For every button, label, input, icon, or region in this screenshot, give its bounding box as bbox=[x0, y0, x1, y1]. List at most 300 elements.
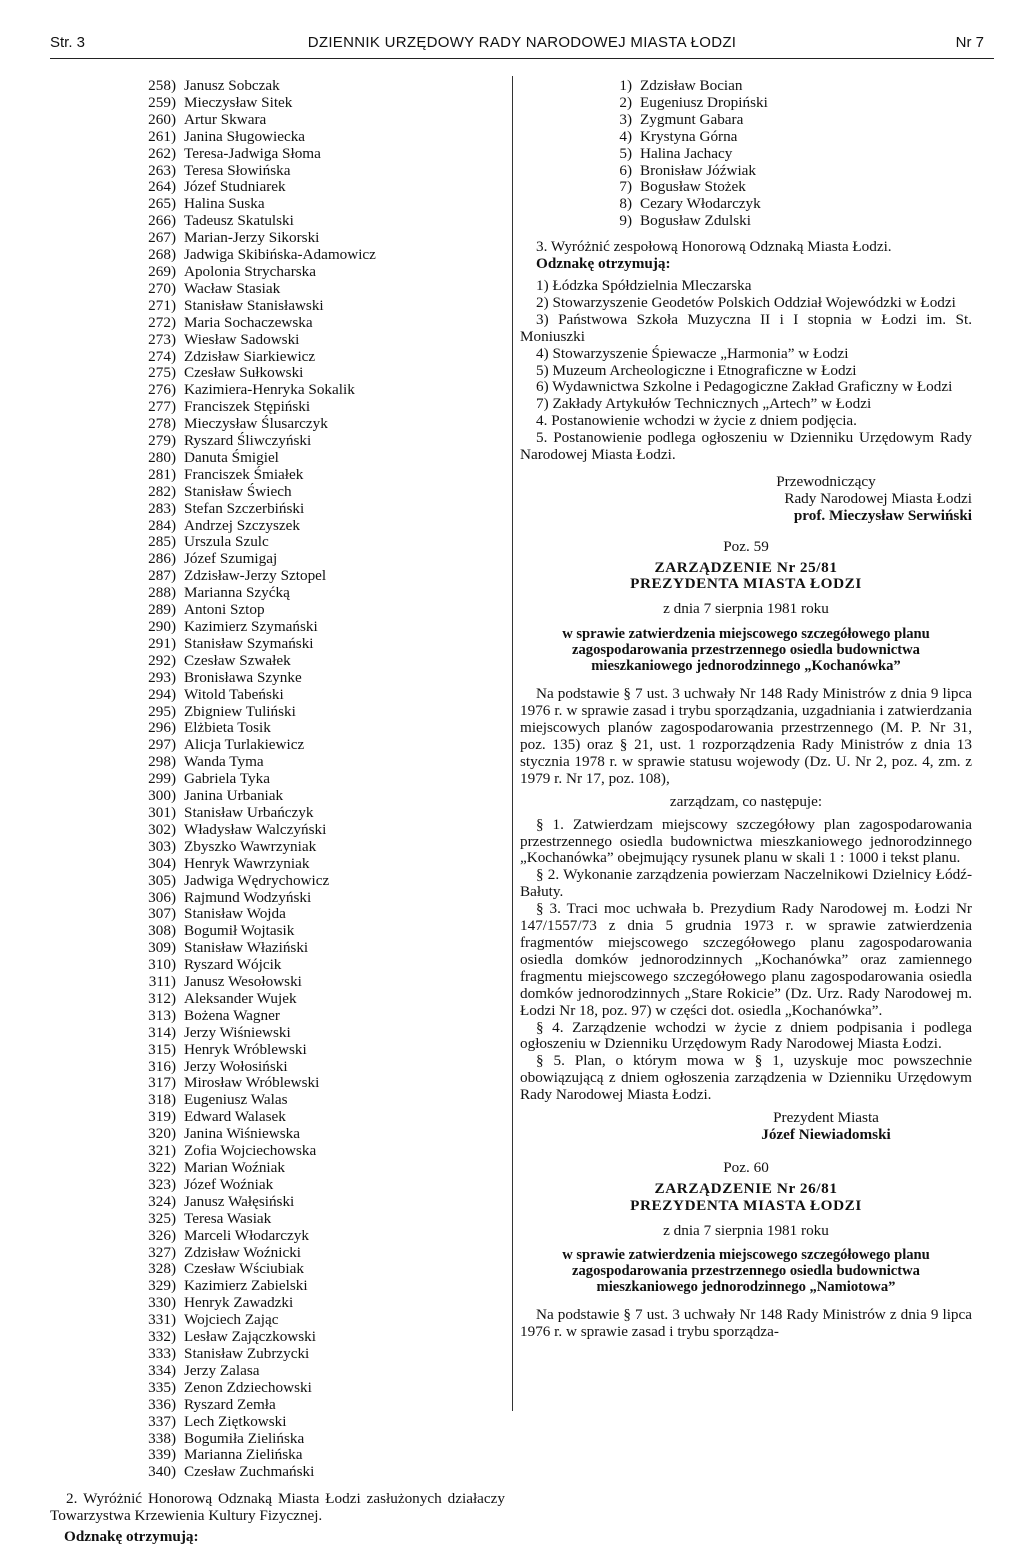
list-item bbox=[142, 568, 505, 585]
list-item-number: 335) bbox=[148, 1378, 176, 1396]
list-item bbox=[142, 1329, 505, 1346]
list-item-name: Danuta Śmigiel bbox=[184, 448, 279, 466]
list-item-name: Wojciech Zając bbox=[184, 1311, 279, 1329]
list-item-number: 334) bbox=[148, 1361, 176, 1379]
list-item bbox=[142, 737, 505, 754]
list-item-number: 288) bbox=[148, 584, 176, 602]
signature-1-role: Przewodniczący bbox=[776, 472, 876, 490]
list-item-name: Janusz Sobczak bbox=[184, 77, 280, 94]
list-item-number: 331) bbox=[148, 1311, 176, 1329]
column-divider bbox=[512, 76, 513, 1411]
list-item bbox=[142, 822, 505, 839]
list-item bbox=[142, 856, 505, 873]
list-item-number: 4) bbox=[619, 127, 632, 145]
right-column bbox=[520, 78, 972, 1341]
list-item-name: Eugeniusz Dropiński bbox=[640, 93, 768, 111]
list-item-number: 301) bbox=[148, 803, 176, 821]
list-item-number: 338) bbox=[148, 1429, 176, 1447]
list-item-name: Zdzisław Woźnicki bbox=[184, 1243, 302, 1261]
list-item bbox=[142, 213, 505, 230]
list-item-name: Jadwiga Wędrychowicz bbox=[184, 871, 330, 889]
list-item-name: Marian Woźniak bbox=[184, 1159, 285, 1176]
list-item bbox=[142, 957, 505, 974]
list-item-number: 321) bbox=[148, 1142, 176, 1160]
list-item bbox=[142, 416, 505, 433]
list-item-number: 264) bbox=[148, 178, 176, 196]
list-item bbox=[142, 196, 505, 213]
list-item bbox=[142, 1126, 505, 1143]
institution-item: 5) Muzeum Archeologiczne i Etnograficzne w Łodzi bbox=[536, 361, 857, 379]
list-item-name: Apolonia Strycharska bbox=[184, 262, 317, 280]
list-item bbox=[612, 163, 972, 180]
list-item-number: 267) bbox=[148, 229, 176, 247]
list-item-name: Stefan Szczerbiński bbox=[184, 499, 305, 517]
list-item-number: 266) bbox=[148, 212, 176, 230]
list-item-name: Józef Studniarek bbox=[184, 178, 286, 196]
list-item-name: Alicja Turlakiewicz bbox=[184, 736, 305, 754]
list-item-name: Bogusław Zdulski bbox=[640, 212, 751, 230]
poz-59: Poz. 59 bbox=[723, 537, 769, 555]
z59-president: PREZYDENTA MIASTA ŁODZI bbox=[630, 575, 862, 593]
list-item bbox=[142, 653, 505, 670]
institution-item: 4) Stowarzyszenie Śpiewacze „Harmonia” w Łodzi bbox=[536, 344, 849, 362]
list-item-number: 290) bbox=[148, 618, 176, 635]
z59-title: ZARZĄDZENIE Nr 25/81 bbox=[654, 558, 838, 576]
list-item bbox=[142, 1042, 505, 1059]
z59-date: z dnia 7 sierpnia 1981 roku bbox=[663, 600, 829, 618]
list-item-name: Stanisław Świech bbox=[184, 482, 292, 500]
list-item-number: 310) bbox=[148, 956, 176, 974]
list-item-number: 311) bbox=[148, 973, 176, 991]
list-item bbox=[142, 281, 505, 298]
z60-date: z dnia 7 sierpnia 1981 roku bbox=[663, 1221, 829, 1239]
list-item bbox=[142, 1160, 505, 1177]
list-item bbox=[142, 365, 505, 382]
signature-1-council: Rady Narodowej Miasta Łodzi bbox=[784, 489, 972, 507]
list-item bbox=[142, 1312, 505, 1329]
list-item-name: Tadeusz Skatulski bbox=[184, 212, 294, 230]
list-item-name: Eugeniusz Walas bbox=[184, 1091, 288, 1109]
list-item bbox=[142, 332, 505, 349]
list-item-number: 296) bbox=[148, 719, 176, 737]
list-item-name: Zdzisław Siarkiewicz bbox=[184, 347, 316, 365]
list-item-number: 336) bbox=[148, 1395, 176, 1413]
list-item-name: Bronisława Szynke bbox=[184, 668, 302, 686]
list-item-number: 327) bbox=[148, 1243, 176, 1261]
list-item-name: Witold Tabeński bbox=[184, 685, 284, 703]
list-item-number: 278) bbox=[148, 415, 176, 433]
list-item-name: Czesław Szwałek bbox=[184, 651, 291, 669]
list-item-number: 5) bbox=[619, 144, 632, 162]
list-item-number: 318) bbox=[148, 1091, 176, 1109]
list-item-name: Zdzisław-Jerzy Sztopel bbox=[184, 567, 327, 585]
list-item bbox=[142, 230, 505, 247]
list-item-number: 276) bbox=[148, 381, 176, 399]
list-item-name: Henryk Wróblewski bbox=[184, 1040, 307, 1058]
list-item-name: Zdzisław Bocian bbox=[640, 77, 743, 94]
list-item-number: 319) bbox=[148, 1108, 176, 1126]
list-item-name: Janina Sługowiecka bbox=[184, 127, 306, 145]
z59-par-2: § 2. Wykonanie zarządzenia powierzam Naczelnikowi Dzielnicy Łódź-Bałuty. bbox=[520, 866, 972, 901]
list-item-name: Marianna Zielińska bbox=[184, 1446, 303, 1464]
list-item-number: 294) bbox=[148, 685, 176, 703]
list-item-name: Bogumił Wojtasik bbox=[184, 922, 295, 940]
list-item-number: 330) bbox=[148, 1294, 176, 1312]
point-5: 5. Postanowienie podlega ogłoszeniu w Dzienniku Urzędowym Rady Narodowej Miasta Łodzi. bbox=[520, 429, 972, 464]
list-item-number: 333) bbox=[148, 1344, 176, 1362]
list-item-number: 313) bbox=[148, 1006, 176, 1024]
list-item-name: Czesław Zuchmański bbox=[184, 1463, 315, 1481]
list-item bbox=[142, 687, 505, 704]
z59-par-3: § 3. Traci moc uchwała b. Prezydium Rady Narodowej m. Łodzi Nr 147/1557/73 z dnia 5 grudnia 1973 r. w sprawie zatwierdzenia fragmentów miejscowego szczegółowego planu zagospodarowania osiedla domków jednorodzinnych „Kochanówka” oraz zamiennego fragmentu miejscowego szczegółowego planu zagospodarowania osiedla domków jednorodzinnych „Stare Rokicie” (Dz. Urz. Rady Narodowej m. Łodzi Nr 18, poz. 97) w części dot. osiedla „Kochanówka”. bbox=[520, 900, 972, 1019]
point-2: 2. Wyróżnić Honorową Odznaką Miasta Łodzi zasłużonych działaczy Towarzystwa Krzewienia Kultury Fizycznej. bbox=[50, 1490, 505, 1525]
list-item-name: Władysław Walczyński bbox=[184, 820, 327, 838]
list-item-number: 291) bbox=[148, 634, 176, 652]
list-item-name: Stanisław Urbańczyk bbox=[184, 803, 314, 821]
list-item bbox=[612, 213, 972, 230]
list-item bbox=[142, 991, 505, 1008]
list-item bbox=[142, 264, 505, 281]
list-item-name: Ryszard Śliwczyński bbox=[184, 432, 312, 450]
list-item-name: Marianna Szyćką bbox=[184, 584, 290, 602]
list-item-name: Zbigniew Tuliński bbox=[184, 702, 296, 720]
list-item-number: 307) bbox=[148, 905, 176, 923]
list-item-number: 309) bbox=[148, 939, 176, 957]
list-item bbox=[612, 129, 972, 146]
list-item bbox=[142, 247, 505, 264]
list-item bbox=[612, 146, 972, 163]
issue-number: Nr 7 bbox=[955, 34, 984, 51]
list-item-number: 308) bbox=[148, 922, 176, 940]
list-item bbox=[142, 467, 505, 484]
list-item-number: 322) bbox=[148, 1159, 176, 1176]
list-item bbox=[612, 78, 972, 95]
list-item bbox=[142, 704, 505, 721]
list-item bbox=[142, 433, 505, 450]
list-item-number: 298) bbox=[148, 753, 176, 771]
list-item-number: 9) bbox=[619, 212, 632, 230]
list-item-name: Kazimierz Szymański bbox=[184, 618, 318, 635]
list-item-number: 317) bbox=[148, 1074, 176, 1092]
list-item-number: 281) bbox=[148, 465, 176, 483]
list-item-number: 302) bbox=[148, 820, 176, 838]
z59-subject: w sprawie zatwierdzenia miejscowego szczegółowego planu zagospodarowania przestrzennego osiedla budownictwa mieszkaniowego jednorodzinnego „Kochanówka” bbox=[562, 626, 930, 675]
list-item-name: Zenon Zdziechowski bbox=[184, 1378, 312, 1396]
list-item-name: Franciszek Śmiałek bbox=[184, 465, 304, 483]
list-item-name: Lech Ziętkowski bbox=[184, 1412, 287, 1430]
list-item bbox=[142, 450, 505, 467]
list-item-name: Stanisław Szymański bbox=[184, 634, 314, 652]
list-item-name: Janusz Wesołowski bbox=[184, 973, 302, 991]
z60-basis: Na podstawie § 7 ust. 3 uchwały Nr 148 Rady Ministrów z dnia 9 lipca 1976 r. w sprawie zasad i trybu sporządza- bbox=[520, 1306, 972, 1341]
list-item-number: 312) bbox=[148, 989, 176, 1007]
list-item-name: Antoni Sztop bbox=[184, 601, 265, 619]
list-item-number: 268) bbox=[148, 246, 176, 264]
z59-decree: zarządzam, co następuje: bbox=[669, 792, 823, 810]
list-item bbox=[142, 1194, 505, 1211]
page-number: Str. 3 bbox=[50, 34, 86, 51]
list-item-name: Wanda Tyma bbox=[184, 753, 264, 771]
list-item-name: Krystyna Górna bbox=[640, 127, 738, 145]
list-item bbox=[142, 974, 505, 991]
list-item-name: Zofia Wojciechowska bbox=[184, 1142, 317, 1160]
list-item-number: 2) bbox=[619, 93, 632, 111]
odznake-label-left: Odznakę otrzymują: bbox=[64, 1528, 199, 1546]
institution-item: 2) Stowarzyszenie Geodetów Polskich Oddział Wojewódzki w Łodzi bbox=[536, 293, 956, 311]
list-item bbox=[142, 399, 505, 416]
list-item bbox=[142, 315, 505, 332]
list-item-name: Stanisław Zubrzycki bbox=[184, 1344, 310, 1362]
list-item-name: Stanisław Stanisławski bbox=[184, 296, 324, 314]
list-item bbox=[142, 78, 505, 95]
list-item-number: 273) bbox=[148, 330, 176, 348]
list-item-number: 3) bbox=[619, 110, 632, 128]
list-item bbox=[142, 1397, 505, 1414]
left-column bbox=[50, 78, 505, 1546]
list-item bbox=[142, 129, 505, 146]
list-item-number: 279) bbox=[148, 432, 176, 450]
list-item bbox=[142, 1447, 505, 1464]
list-item bbox=[142, 1431, 505, 1448]
list-item-number: 329) bbox=[148, 1277, 176, 1295]
list-item bbox=[142, 940, 505, 957]
list-item bbox=[142, 1075, 505, 1092]
list-item bbox=[142, 1261, 505, 1278]
list-item-number: 280) bbox=[148, 448, 176, 466]
list-item-name: Halina Suska bbox=[184, 195, 265, 213]
list-item bbox=[142, 906, 505, 923]
list-item bbox=[142, 839, 505, 856]
list-item-name: Bronisław Jóźwiak bbox=[640, 161, 756, 179]
list-item-number: 8) bbox=[619, 195, 632, 213]
list-item bbox=[142, 1414, 505, 1431]
list-item bbox=[142, 602, 505, 619]
list-item bbox=[612, 179, 972, 196]
point-3: 3. Wyróżnić zespołową Honorową Odznaką Miasta Łodzi. bbox=[536, 238, 892, 256]
list-item-number: 282) bbox=[148, 482, 176, 500]
list-item-name: Teresa Wasiak bbox=[184, 1209, 272, 1227]
list-item-name: Henryk Zawadzki bbox=[184, 1294, 294, 1312]
list-item-number: 274) bbox=[148, 347, 176, 365]
list-item-number: 283) bbox=[148, 499, 176, 517]
list-item-name: Urszula Szulc bbox=[184, 533, 269, 551]
list-item bbox=[142, 1109, 505, 1126]
list-item-number: 258) bbox=[148, 77, 176, 94]
institution-item: 7) Zakłady Artykułów Technicznych „Artech” w Łodzi bbox=[536, 395, 872, 413]
list-item-number: 324) bbox=[148, 1192, 176, 1210]
list-item-name: Mieczysław Sitek bbox=[184, 93, 293, 111]
list-item-number: 315) bbox=[148, 1040, 176, 1058]
list-item-name: Józef Woźniak bbox=[184, 1175, 274, 1193]
list-item-name: Józef Szumigaj bbox=[184, 550, 278, 568]
list-item bbox=[142, 1092, 505, 1109]
list-item-number: 269) bbox=[148, 262, 176, 280]
list-item-name: Kazimierz Zabielski bbox=[184, 1277, 308, 1295]
list-item bbox=[142, 163, 505, 180]
list-item bbox=[142, 1363, 505, 1380]
awardee-list bbox=[50, 78, 505, 1481]
list-item-name: Janina Wiśniewska bbox=[184, 1125, 300, 1143]
list-item-name: Stanisław Wojda bbox=[184, 905, 286, 923]
list-item-number: 286) bbox=[148, 550, 176, 568]
list-item-name: Gabriela Tyka bbox=[184, 770, 270, 788]
list-item-number: 295) bbox=[148, 702, 176, 720]
list-item bbox=[142, 1143, 505, 1160]
list-item bbox=[142, 1295, 505, 1312]
institution-item: 6) Wydawnictwa Szkolne i Pedagogiczne Zakład Graficzny w Łodzi bbox=[536, 378, 953, 396]
list-item-number: 261) bbox=[148, 127, 176, 145]
list-item-number: 316) bbox=[148, 1057, 176, 1075]
list-item bbox=[142, 298, 505, 315]
z60-title: ZARZĄDZENIE Nr 26/81 bbox=[654, 1179, 838, 1197]
list-item-name: Aleksander Wujek bbox=[184, 989, 297, 1007]
z59-basis: Na podstawie § 7 ust. 3 uchwały Nr 148 Rady Ministrów z dnia 9 lipca 1976 r. w sprawie zasad i trybu sporządzania, uzgadniania i zatwierdzania miejscowych planów zagospodarowania przestrzennego (M. P. Nr 31, poz. 135) oraz § 21, ust. 1 rozporządzenia Rady Ministrów z dnia 13 stycznia 1978 r. w sprawie statusu wojewody (Dz. U. Nr 2, poz. 4, zm. z 1979 r. Nr 17, poz. 108), bbox=[520, 685, 972, 787]
list-item bbox=[142, 146, 505, 163]
list-item-number: 337) bbox=[148, 1412, 176, 1430]
list-item bbox=[142, 788, 505, 805]
list-item-number: 326) bbox=[148, 1226, 176, 1244]
list-item-number: 277) bbox=[148, 398, 176, 416]
list-item bbox=[142, 179, 505, 196]
institution-item: 1) Łódzka Spółdzielnia Mleczarska bbox=[536, 276, 752, 294]
list-item-name: Czesław Sułkowski bbox=[184, 364, 304, 382]
signature-2-name: Józef Niewiadomski bbox=[761, 1125, 891, 1143]
list-item-number: 284) bbox=[148, 516, 176, 534]
list-item-name: Bogusław Stożek bbox=[640, 178, 746, 196]
institution-item: 3) Państwowa Szkoła Muzyczna II i I stopnia w Łodzi im. St. Moniuszki bbox=[520, 310, 972, 345]
list-item bbox=[142, 1464, 505, 1481]
list-item-name: Stanisław Właziński bbox=[184, 939, 309, 957]
list-item bbox=[142, 754, 505, 771]
signature-1-name: prof. Mieczysław Serwiński bbox=[793, 506, 972, 524]
list-item-name: Bożena Wagner bbox=[184, 1006, 280, 1024]
list-item-number: 263) bbox=[148, 161, 176, 179]
point-4: 4. Postanowienie wchodzi w życie z dniem podjęcia. bbox=[536, 412, 857, 430]
list-item-number: 299) bbox=[148, 770, 176, 788]
z59-par-4: § 4. Zarządzenie wchodzi w życie z dniem podpisania i podlega ogłoszeniu w Dzienniku Urzędowym Rady Narodowej Miasta Łodzi. bbox=[520, 1018, 972, 1053]
list-item-name: Jadwiga Skibińska-Adamowicz bbox=[184, 246, 376, 264]
list-item bbox=[142, 1278, 505, 1295]
list-item-number: 323) bbox=[148, 1175, 176, 1193]
list-item-number: 275) bbox=[148, 364, 176, 382]
z60-subject: w sprawie zatwierdzenia miejscowego szczegółowego planu zagospodarowania przestrzennego osiedla budownictwa mieszkaniowego jednorodzinnego „Namiotowa” bbox=[562, 1247, 930, 1296]
list-item-name: Janusz Wałęsiński bbox=[184, 1192, 295, 1210]
list-item-number: 340) bbox=[148, 1463, 176, 1481]
list-item bbox=[142, 551, 505, 568]
list-item-number: 292) bbox=[148, 651, 176, 669]
list-item bbox=[142, 1177, 505, 1194]
list-item-number: 287) bbox=[148, 567, 176, 585]
list-item bbox=[142, 1025, 505, 1042]
list-item-number: 270) bbox=[148, 279, 176, 297]
list-item-number: 289) bbox=[148, 601, 176, 619]
list-item-number: 272) bbox=[148, 313, 176, 331]
list-item bbox=[142, 1380, 505, 1397]
list-item-name: Kazimiera-Henryka Sokalik bbox=[184, 381, 355, 399]
list-item-name: Franciszek Stępiński bbox=[184, 398, 311, 416]
list-item bbox=[142, 518, 505, 535]
list-item-number: 305) bbox=[148, 871, 176, 889]
list-item-name: Edward Walasek bbox=[184, 1108, 286, 1126]
list-item-name: Wacław Stasiak bbox=[184, 279, 281, 297]
list-item bbox=[142, 585, 505, 602]
list-item-number: 332) bbox=[148, 1328, 176, 1346]
list-item-name: Wiesław Sadowski bbox=[184, 330, 300, 348]
odznake-label-right: Odznakę otrzymują: bbox=[536, 255, 671, 273]
list-item-number: 303) bbox=[148, 837, 176, 855]
list-item-name: Marceli Włodarczyk bbox=[184, 1226, 309, 1244]
list-item-name: Artur Skwara bbox=[184, 110, 267, 128]
list-item bbox=[612, 95, 972, 112]
list-item bbox=[612, 196, 972, 213]
list-item-name: Jerzy Wołosiński bbox=[184, 1057, 288, 1075]
list-item-name: Rajmund Wodzyński bbox=[184, 888, 312, 906]
list-item-number: 260) bbox=[148, 110, 176, 128]
list-item bbox=[142, 95, 505, 112]
activist-list bbox=[520, 78, 972, 230]
poz-60: Poz. 60 bbox=[723, 1158, 769, 1176]
list-item bbox=[142, 1059, 505, 1076]
list-item bbox=[142, 382, 505, 399]
list-item-number: 328) bbox=[148, 1260, 176, 1278]
list-item bbox=[142, 636, 505, 653]
list-item-number: 300) bbox=[148, 787, 176, 805]
list-item bbox=[142, 890, 505, 907]
list-item-number: 259) bbox=[148, 93, 176, 111]
list-item-name: Zygmunt Gabara bbox=[640, 110, 744, 128]
list-item-number: 1) bbox=[619, 77, 632, 94]
list-item-name: Jerzy Wiśniewski bbox=[184, 1023, 291, 1041]
page-header bbox=[50, 34, 994, 56]
journal-title: DZIENNIK URZĘDOWY RADY NARODOWEJ MIASTA ŁODZI bbox=[307, 34, 737, 51]
list-item-name: Mieczysław Ślusarczyk bbox=[184, 415, 328, 433]
list-item bbox=[142, 112, 505, 129]
list-item-name: Czesław Wściubiak bbox=[184, 1260, 304, 1278]
list-item bbox=[142, 1346, 505, 1363]
list-item-name: Ryszard Zemła bbox=[184, 1395, 276, 1413]
list-item bbox=[142, 805, 505, 822]
list-item-number: 306) bbox=[148, 888, 176, 906]
list-item-name: Jerzy Zalasa bbox=[184, 1361, 260, 1379]
list-item-name: Marian-Jerzy Sikorski bbox=[184, 229, 320, 247]
list-item bbox=[142, 720, 505, 737]
list-item-name: Mirosław Wróblewski bbox=[184, 1074, 320, 1092]
list-item bbox=[142, 484, 505, 501]
list-item-name: Bogumiła Zielińska bbox=[184, 1429, 305, 1447]
list-item bbox=[142, 1245, 505, 1262]
list-item-number: 325) bbox=[148, 1209, 176, 1227]
list-item-number: 297) bbox=[148, 736, 176, 754]
list-item-number: 262) bbox=[148, 144, 176, 162]
list-item bbox=[142, 771, 505, 788]
list-item bbox=[142, 1008, 505, 1025]
list-item-number: 304) bbox=[148, 854, 176, 872]
list-item bbox=[142, 1211, 505, 1228]
list-item bbox=[142, 923, 505, 940]
list-item bbox=[142, 1228, 505, 1245]
list-item bbox=[612, 112, 972, 129]
list-item bbox=[142, 670, 505, 687]
list-item-name: Maria Sochaczewska bbox=[184, 313, 313, 331]
institution-list bbox=[520, 278, 972, 413]
list-item-name: Janina Urbaniak bbox=[184, 787, 284, 805]
list-item-number: 314) bbox=[148, 1023, 176, 1041]
list-item-number: 7) bbox=[619, 178, 632, 196]
list-item-number: 271) bbox=[148, 296, 176, 314]
list-item-number: 293) bbox=[148, 668, 176, 686]
list-item-name: Zbyszko Wawrzyniak bbox=[184, 837, 317, 855]
z59-par-5: § 5. Plan, o którym mowa w § 1, uzyskuje moc powszechnie obowiązującą z dniem ogłoszenia zarządzenia w Dzienniku Urzędowym Rady Narodowej Miasta Łodzi. bbox=[520, 1052, 972, 1104]
